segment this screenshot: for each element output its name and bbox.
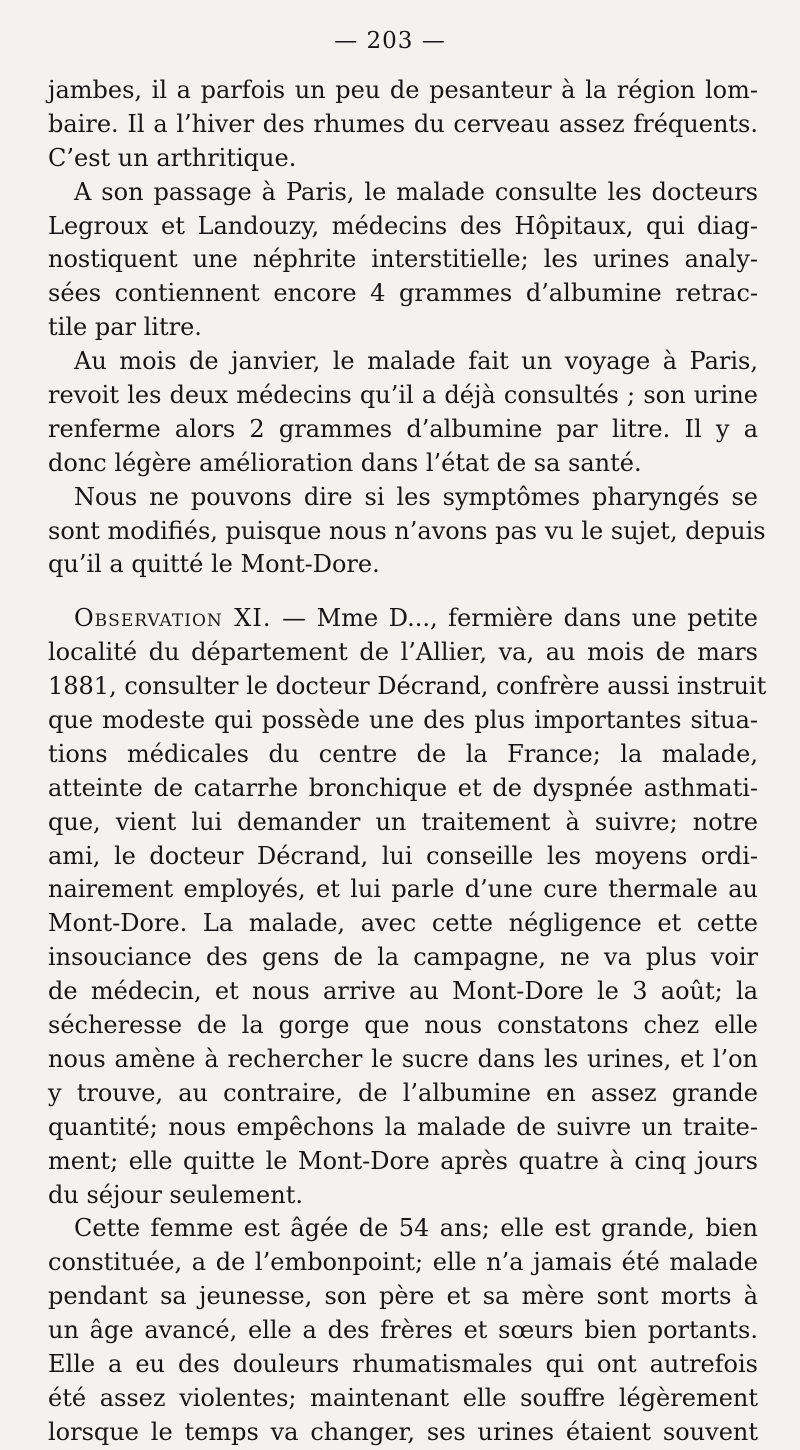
paragraph-4 — [48, 481, 766, 583]
text-line: insouciance des gens de la campagne, ne va plus voir — [48, 943, 758, 972]
text-line: quantité; nous empêchons la malade de suivre un traite- — [48, 1112, 758, 1141]
body-text — [48, 74, 767, 1450]
text-line: nairement employés, et lui parle d’une cure thermale au — [48, 875, 758, 904]
text-line: Au mois de janvier, le malade fait un voyage à Paris, — [74, 347, 758, 376]
text-line: ami, le docteur Décrand, lui conseille les moyens ordi- — [48, 841, 758, 870]
paragraph-1 — [48, 74, 758, 176]
text-line: ment; elle quitte le Mont-Dore après quatre à cinq jours — [48, 1146, 758, 1175]
paragraph-6 — [48, 1212, 758, 1449]
text-line: sont modifiés, puisque nous n’avons pas vu le sujet, depuis — [48, 516, 766, 545]
text-line: y trouve, au contraire, de l’albumine en assez grande — [48, 1078, 758, 1107]
text-line: renferme alors 2 grammes d’albumine par litre. Il y a — [48, 414, 758, 443]
text-line: tile par litre. — [48, 313, 202, 342]
observation-xi — [48, 602, 767, 1212]
text-line: que modeste qui possède une des plus importantes situa- — [48, 706, 758, 735]
text-line: A son passage à Paris, le malade consulte les docteurs — [74, 177, 758, 206]
text-line: donc légère amélioration dans l’état de sa santé. — [48, 448, 642, 477]
section-gap — [48, 582, 758, 602]
text-line: 1881, consulter le docteur Décrand, confrère aussi instruit — [48, 672, 767, 701]
text-line: pendant sa jeunesse, son père et sa mère sont morts à — [48, 1282, 758, 1311]
text-line: Nous ne pouvons dire si les symptômes pharyngés se — [74, 482, 758, 511]
paragraph-3 — [48, 345, 758, 481]
observation-intro: — Mme D..., fermière dans une petite — [271, 604, 758, 633]
text-line: qu’il a quitté le Mont-Dore. — [48, 550, 380, 579]
text-line: Mont-Dore. La malade, avec cette négligence et cette — [48, 909, 758, 938]
text-line: localité du département de l’Allier, va, au mois de mars — [48, 638, 758, 667]
text-line: sécheresse de la gorge que nous constatons chez elle — [48, 1011, 758, 1040]
text-line: que, vient lui demander un traitement à suivre; notre — [48, 807, 758, 836]
text-line: Cette femme est âgée de 54 ans; elle est grande, bien — [74, 1214, 758, 1243]
text-line: atteinte de catarrhe bronchique et de dyspnée asthmati- — [48, 773, 758, 802]
page-number: — 203 — — [334, 28, 446, 54]
text-line: lorsque le temps va changer, ses urines étaient souvent — [48, 1417, 758, 1446]
text-line: été assez violentes; maintenant elle souffre légèrement — [48, 1383, 758, 1412]
text-line: revoit les deux médecins qu’il a déjà consultés ; son urine — [48, 381, 758, 410]
text-line: nostiquent une néphrite interstitielle; les urines analy- — [48, 245, 758, 274]
text-line: nous amène à rechercher le sucre dans les urines, et l’on — [48, 1044, 758, 1073]
text-line: tions médicales du centre de la France; la malade, — [48, 739, 758, 768]
text-line: constituée, a de l’embonpoint; elle n’a jamais été malade — [48, 1248, 758, 1277]
observation-heading: Observation XI. — [74, 604, 272, 633]
text-line: de médecin, et nous arrive au Mont-Dore le 3 août; la — [48, 977, 758, 1006]
text-line: C’est un arthritique. — [48, 143, 297, 172]
text-line: sées contiennent encore 4 grammes d’albumine retrac- — [48, 279, 758, 308]
text-line: du séjour seulement. — [48, 1180, 303, 1209]
paragraph-2 — [48, 176, 758, 345]
text-line: un âge avancé, elle a des frères et sœurs bien portants. — [48, 1316, 758, 1345]
text-line: Legroux et Landouzy, médecins des Hôpitaux, qui diag- — [48, 211, 758, 240]
text-line: Elle a eu des douleurs rhumatismales qui ont autrefois — [48, 1349, 758, 1378]
text-line: jambes, il a parfois un peu de pesanteur à la région lom- — [48, 76, 758, 104]
observation-first-line — [48, 602, 758, 636]
text-line: baire. Il a l’hiver des rhumes du cerveau assez fréquents. — [48, 109, 758, 138]
